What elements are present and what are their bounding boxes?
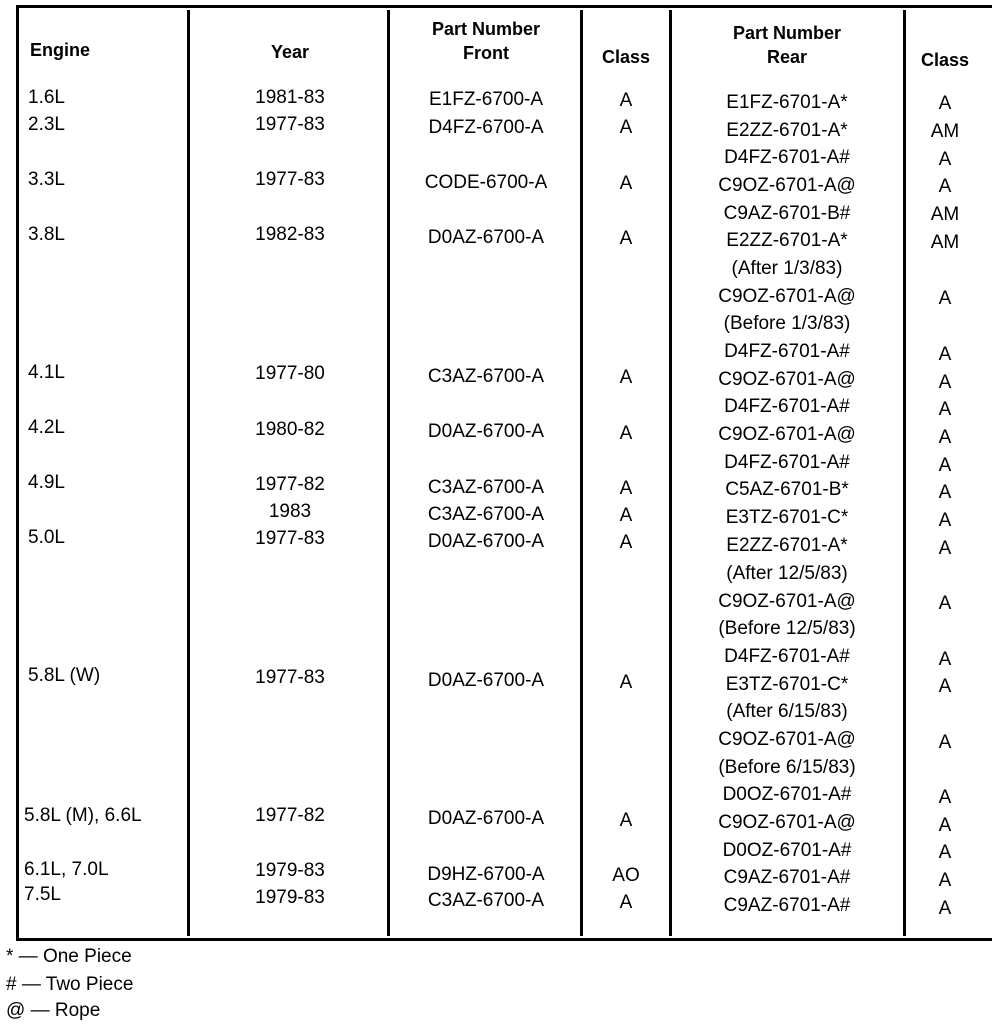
front-part-cell: D0AZ-6700-A xyxy=(427,670,545,691)
front-part-cell: D0AZ-6700-A xyxy=(427,227,545,248)
rear-class-cell: A xyxy=(938,455,952,476)
rear-class-cell: A xyxy=(938,149,952,170)
rear-part-cell: C9OZ-6701-A@ xyxy=(718,729,856,750)
rear-class-cell: A xyxy=(938,538,952,559)
engine-cell: 4.2L xyxy=(28,417,65,438)
rear-class-cell: A xyxy=(938,870,952,891)
rear-part-cell: D4FZ-6701-A# xyxy=(724,396,850,417)
rear-class-cell: A xyxy=(938,288,952,309)
rear-class-cell: A xyxy=(938,593,952,614)
front-class-cell: A xyxy=(619,810,633,831)
front-part-cell: C3AZ-6700-A xyxy=(427,504,545,525)
front-part-cell: C3AZ-6700-A xyxy=(427,477,545,498)
rear-class-cell: A xyxy=(938,510,952,531)
year-cell: 1981-83 xyxy=(255,87,325,108)
front-class-cell: A xyxy=(619,423,633,444)
engine-cell: 5.8L (M), 6.6L xyxy=(24,805,142,826)
rear-part-cell: E1FZ-6701-A* xyxy=(726,92,848,113)
front-class-cell: A xyxy=(619,367,633,388)
year-cell: 1980-82 xyxy=(255,419,325,440)
front-part-cell: D9HZ-6700-A xyxy=(427,864,545,885)
year-cell: 1979-83 xyxy=(255,887,325,908)
year-cell: 1977-83 xyxy=(255,114,325,135)
column-divider xyxy=(580,10,583,936)
rear-part-cell: E2ZZ-6701-A* xyxy=(726,535,848,556)
rear-class-cell: AM xyxy=(930,232,960,253)
rear-part-cell: C9OZ-6701-A@ xyxy=(718,175,856,196)
header-engine: Engine xyxy=(30,40,91,60)
front-class-cell: AO xyxy=(612,865,640,886)
front-part-cell: E1FZ-6700-A xyxy=(428,89,544,110)
engine-cell: 7.5L xyxy=(24,884,61,905)
rear-part-cell: E2ZZ-6701-A* xyxy=(726,120,848,141)
engine-cell: 6.1L, 7.0L xyxy=(24,859,109,880)
front-class-cell: A xyxy=(619,478,633,499)
year-cell: 1979-83 xyxy=(255,860,325,881)
header-class-front: Class xyxy=(601,47,651,67)
front-part-cell: C3AZ-6700-A xyxy=(427,366,545,387)
engine-cell: 2.3L xyxy=(28,114,65,135)
year-cell: 1977-83 xyxy=(255,667,325,688)
year-cell: 1977-83 xyxy=(255,528,325,549)
rear-part-cell: (Before 6/15/83) xyxy=(718,757,856,778)
engine-cell: 5.0L xyxy=(28,527,65,548)
front-class-cell: A xyxy=(619,672,633,693)
rear-class-cell: A xyxy=(938,372,952,393)
rear-part-cell: C9OZ-6701-A@ xyxy=(718,369,856,390)
front-part-cell: C3AZ-6700-A xyxy=(427,890,545,911)
legend-two-piece: # — Two Piece xyxy=(6,974,134,995)
column-divider xyxy=(187,10,190,936)
rear-part-cell: D4FZ-6701-A# xyxy=(724,147,850,168)
rear-class-cell: A xyxy=(938,427,952,448)
front-class-cell: A xyxy=(619,228,633,249)
header-part-number-rear: Part Number Rear xyxy=(732,23,842,67)
front-class-cell: A xyxy=(619,892,633,913)
front-class-cell: A xyxy=(619,173,633,194)
engine-cell: 1.6L xyxy=(28,87,65,108)
engine-cell: 5.8L (W) xyxy=(28,665,101,686)
rear-part-cell: (Before 12/5/83) xyxy=(718,618,856,639)
column-divider xyxy=(387,10,390,936)
rear-class-cell: A xyxy=(938,898,952,919)
rear-class-cell: A xyxy=(938,344,952,365)
year-cell: 1977-80 xyxy=(255,363,325,384)
rear-part-cell: D4FZ-6701-A# xyxy=(724,646,850,667)
rear-part-cell: C9AZ-6701-A# xyxy=(723,895,851,916)
front-part-cell: D4FZ-6700-A xyxy=(428,117,544,138)
header-class-rear: Class xyxy=(920,50,970,70)
rear-class-cell: AM xyxy=(930,121,960,142)
rear-class-cell: A xyxy=(938,815,952,836)
rear-class-cell: A xyxy=(938,732,952,753)
year-cell: 1977-82 xyxy=(255,805,325,826)
rear-class-cell: A xyxy=(938,482,952,503)
rear-part-cell: C9OZ-6701-A@ xyxy=(718,812,856,833)
front-class-cell: A xyxy=(619,90,633,111)
front-class-cell: A xyxy=(619,532,633,553)
rear-class-cell: A xyxy=(938,93,952,114)
rear-part-cell: C9OZ-6701-A@ xyxy=(718,286,856,307)
rear-class-cell: AM xyxy=(930,204,960,225)
header-year: Year xyxy=(270,42,310,62)
year-cell: 1977-83 xyxy=(255,169,325,190)
front-part-cell: D0AZ-6700-A xyxy=(427,421,545,442)
rear-part-cell: D4FZ-6701-A# xyxy=(724,341,850,362)
engine-cell: 3.8L xyxy=(28,224,65,245)
front-part-cell: CODE-6700-A xyxy=(424,172,548,193)
rear-part-cell: E3TZ-6701-C* xyxy=(725,674,849,695)
front-part-cell: D0AZ-6700-A xyxy=(427,531,545,552)
rear-part-cell: (After 1/3/83) xyxy=(731,258,843,279)
rear-class-cell: A xyxy=(938,176,952,197)
header-part-number-front: Part Number Front xyxy=(431,19,541,63)
engine-cell: 4.1L xyxy=(28,362,65,383)
rear-part-cell: C9OZ-6701-A@ xyxy=(718,591,856,612)
rear-part-cell: E2ZZ-6701-A* xyxy=(726,230,848,251)
rear-part-cell: (Before 1/3/83) xyxy=(723,313,851,334)
rear-part-cell: D0OZ-6701-A# xyxy=(722,784,852,805)
rear-part-cell: C9AZ-6701-A# xyxy=(723,867,851,888)
rear-part-cell: (After 12/5/83) xyxy=(726,563,848,584)
rear-part-cell: E3TZ-6701-C* xyxy=(725,507,849,528)
year-cell: 1977-82 xyxy=(255,474,325,495)
rear-part-cell: C5AZ-6701-B* xyxy=(725,479,849,500)
rear-part-cell: (After 6/15/83) xyxy=(726,701,848,722)
front-class-cell: A xyxy=(619,117,633,138)
front-class-cell: A xyxy=(619,505,633,526)
front-part-cell: D0AZ-6700-A xyxy=(427,808,545,829)
rear-class-cell: A xyxy=(938,676,952,697)
year-cell: 1983 xyxy=(268,501,312,522)
legend-rope: @ — Rope xyxy=(6,1000,101,1021)
rear-part-cell: D4FZ-6701-A# xyxy=(724,452,850,473)
rear-part-cell: C9OZ-6701-A@ xyxy=(718,424,856,445)
year-cell: 1982-83 xyxy=(255,224,325,245)
column-divider xyxy=(669,10,672,936)
engine-cell: 4.9L xyxy=(28,472,65,493)
rear-class-cell: A xyxy=(938,649,952,670)
engine-cell: 3.3L xyxy=(28,169,65,190)
rear-class-cell: A xyxy=(938,399,952,420)
rear-class-cell: A xyxy=(938,842,952,863)
rear-part-cell: C9AZ-6701-B# xyxy=(723,203,851,224)
legend-one-piece: * — One Piece xyxy=(6,946,132,967)
rear-class-cell: A xyxy=(938,787,952,808)
rear-part-cell: D0OZ-6701-A# xyxy=(722,840,852,861)
